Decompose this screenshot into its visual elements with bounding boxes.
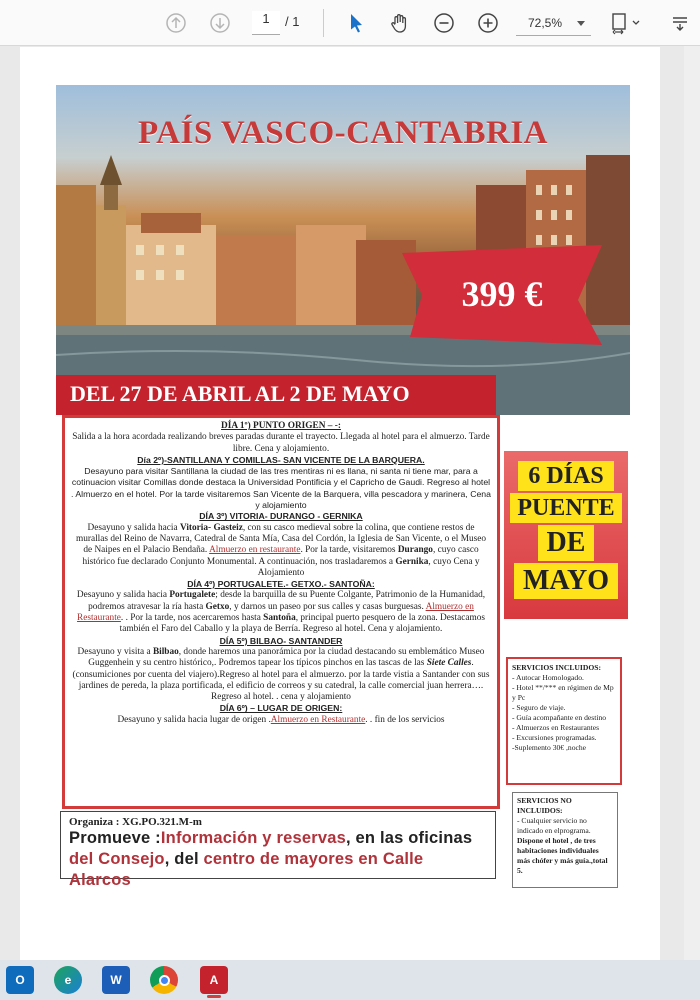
price-label: 399 € bbox=[461, 274, 543, 314]
pdf-reader-app-icon[interactable]: A bbox=[200, 966, 228, 994]
itinerary-box bbox=[62, 415, 500, 809]
vertical-scrollbar[interactable] bbox=[684, 46, 700, 960]
flyer-title: PAÍS VASCO-CANTABRIA bbox=[137, 115, 549, 151]
service-item: -Suplemento 30€ ,noche bbox=[512, 743, 587, 752]
arrow-up-icon bbox=[165, 12, 187, 34]
toolbar-divider bbox=[323, 9, 324, 37]
plus-circle-icon bbox=[477, 12, 499, 34]
service-item: - Hotel **/*** en régimen de Mp y Pc bbox=[512, 683, 614, 702]
promoter-text: Promueve :Información y reservas, en las oficinas del Consejo, del centro de mayores en Calle Alarcos bbox=[69, 829, 473, 889]
services-included-box bbox=[506, 657, 622, 785]
zoom-in-button[interactable] bbox=[474, 9, 502, 37]
not-included-item: - Cualquier servicio no indicado en elprograma. bbox=[517, 816, 591, 835]
cursor-arrow-icon bbox=[346, 12, 366, 34]
day-3-text: Desayuno y salida hacia Vitoria- Gasteiz, con su casco medieval sobre la colina, que contiene restos de murallas del Reino de Navarra, Catedral de Santa Mía, Casa del Cordón, la Iglesia de San Vicente, o el Museo de Naipes en el Palacio Bendaña. Almuerzo en restaurante. Por la tarde, visitaremos Durango, cuyo casco histórico fue declarado Conjunto Monumental. A continuación, nos trasladaremos a Gernika, cuyo Cena y Alojamiento bbox=[75, 522, 487, 578]
days-panel bbox=[504, 451, 628, 619]
day-1-title: DÍA 1º) PUNTO ORIGEN – -: bbox=[221, 421, 341, 431]
minus-circle-icon bbox=[433, 12, 455, 34]
service-item: - Seguro de viaje. bbox=[512, 703, 566, 712]
day-2-title: Día 2º)-SANTILLANA Y COMILLAS- SAN VICENTE DE LA BARQUERA. bbox=[137, 454, 425, 465]
pdf-page bbox=[20, 47, 660, 960]
day-4-title: DÍA 4º) PORTUGALETE.- GETXO.- SANTOÑA: bbox=[187, 579, 375, 590]
download-tray-icon bbox=[669, 12, 691, 34]
page-total: / 1 bbox=[285, 14, 300, 29]
next-page-button[interactable] bbox=[206, 9, 234, 37]
day-5-title: DÍA 5º) BILBAO- SANTANDER bbox=[219, 635, 343, 646]
hand-tool-button[interactable] bbox=[386, 9, 414, 37]
day-6-text: Desayuno y salida hacia lugar de origen .Almuerzo en Restaurante. . fin de los servicios bbox=[117, 714, 445, 725]
outlook-app-icon[interactable]: O bbox=[6, 966, 34, 994]
previous-page-button[interactable] bbox=[162, 9, 190, 37]
services-not-included-heading: SERVICIOS NO INCLUIDOS: bbox=[517, 796, 572, 815]
service-item: - Guía acompañante en destino bbox=[512, 713, 607, 722]
promoter-box bbox=[60, 811, 496, 889]
edge-app-icon[interactable]: e bbox=[54, 966, 82, 994]
taskbar bbox=[0, 960, 700, 1000]
day-6-title: DÍA 6º) – LUGAR DE ORIGEN: bbox=[219, 703, 343, 714]
hand-icon bbox=[389, 12, 411, 34]
zoom-select[interactable] bbox=[516, 10, 591, 36]
day-5-text: Desayuno y visita a Bilbao, donde haremos una panorámica por la ciudad destacando su emblemático Museo Guggenhein y su centro histórico,. Podremos tapear los típicos pinchos en las tascas de las Siete Calles. (consumiciones por cuenta del viajero).Regreso al hotel para el almuerzo. por la tarde vistia a Santander con sus jardines de pereda, la plaza portificada, el edificio de correos y su catedral, la calle comercial juan herrera…. Regreso al hotel. . cena y alojamiento bbox=[72, 646, 490, 703]
day-4-text: Desayuno y salida hacia Portugalete; desde la barquilla de su Puente Colgante, Patrimonio de la Humanidad, podremos atravesar la ría hasta Getxo, y darnos un paseo por sus calles y casas burguesas. Almuerzo en Restaurante. . Por la tarde, nos acercaremos hasta Santoña, principal puerto pesquero de la zona. Destacamos también el Faro del Caballo y la playa de Berría. Regreso al hotel. Cena y alojamiento. bbox=[76, 590, 486, 635]
arrow-down-icon bbox=[209, 12, 231, 34]
zoom-value: 72,5% bbox=[528, 16, 563, 30]
trip-dates: DEL 27 DE ABRIL AL 2 DE MAYO bbox=[70, 381, 410, 406]
chrome-app-icon[interactable] bbox=[150, 966, 178, 994]
active-app-indicator bbox=[207, 995, 221, 998]
zoom-out-button[interactable] bbox=[430, 9, 458, 37]
days-line-2: PUENTE bbox=[510, 493, 622, 523]
day-2-text: Desayuno para visitar Santillana la ciudad de las tres mentiras ni es llana, ni santa ni tiene mar, para a cotinuacion visitar Comillas donde destaca la Universidad Pontificia y el Capricho de Gaudi. Regreso al hotel . Almuerzo en el hotel. Por la tarde visitaremos San Vicente de la Barquera, villa pescadora y marinera, Cena y alojamiento bbox=[71, 466, 491, 511]
services-not-included-box bbox=[512, 792, 618, 888]
service-item: - Autocar Homologado. bbox=[512, 673, 584, 682]
page-fit-button[interactable] bbox=[608, 9, 644, 37]
day-3-title: DÍA 3º) VITORIA- DURANGO - GERNIKA bbox=[199, 511, 363, 522]
pdf-toolbar bbox=[0, 0, 700, 46]
day-1-text: Salida a la hora acordada realizando breves paradas durante el trayecto. Llegada al hotel para el almuerzo. Tarde libre. Cena y alojamiento. bbox=[72, 432, 490, 454]
page-number-input[interactable]: 1 bbox=[252, 11, 280, 35]
services-included-heading: SERVICIOS INCLUIDOS: bbox=[512, 663, 601, 672]
chevron-down-icon bbox=[577, 21, 585, 26]
word-app-icon[interactable]: W bbox=[102, 966, 130, 994]
save-download-button[interactable] bbox=[666, 9, 694, 37]
select-tool-button[interactable] bbox=[342, 9, 370, 37]
service-item: - Excursiones programadas. bbox=[512, 733, 597, 742]
days-line-3: DE bbox=[538, 525, 594, 561]
days-line-4: MAYO bbox=[514, 563, 618, 599]
service-item: - Almuerzos en Restaurantes bbox=[512, 723, 600, 732]
banner-photo bbox=[56, 85, 630, 415]
not-included-item: Dispone el hotel , de tres habitaciones individuales más chófer y más guía.,total 5. bbox=[517, 836, 608, 875]
organizer-code: Organiza : XG.PO.321.M-m bbox=[69, 816, 202, 828]
days-line-1: 6 DÍAS bbox=[518, 461, 614, 491]
page-fit-icon bbox=[609, 11, 643, 35]
